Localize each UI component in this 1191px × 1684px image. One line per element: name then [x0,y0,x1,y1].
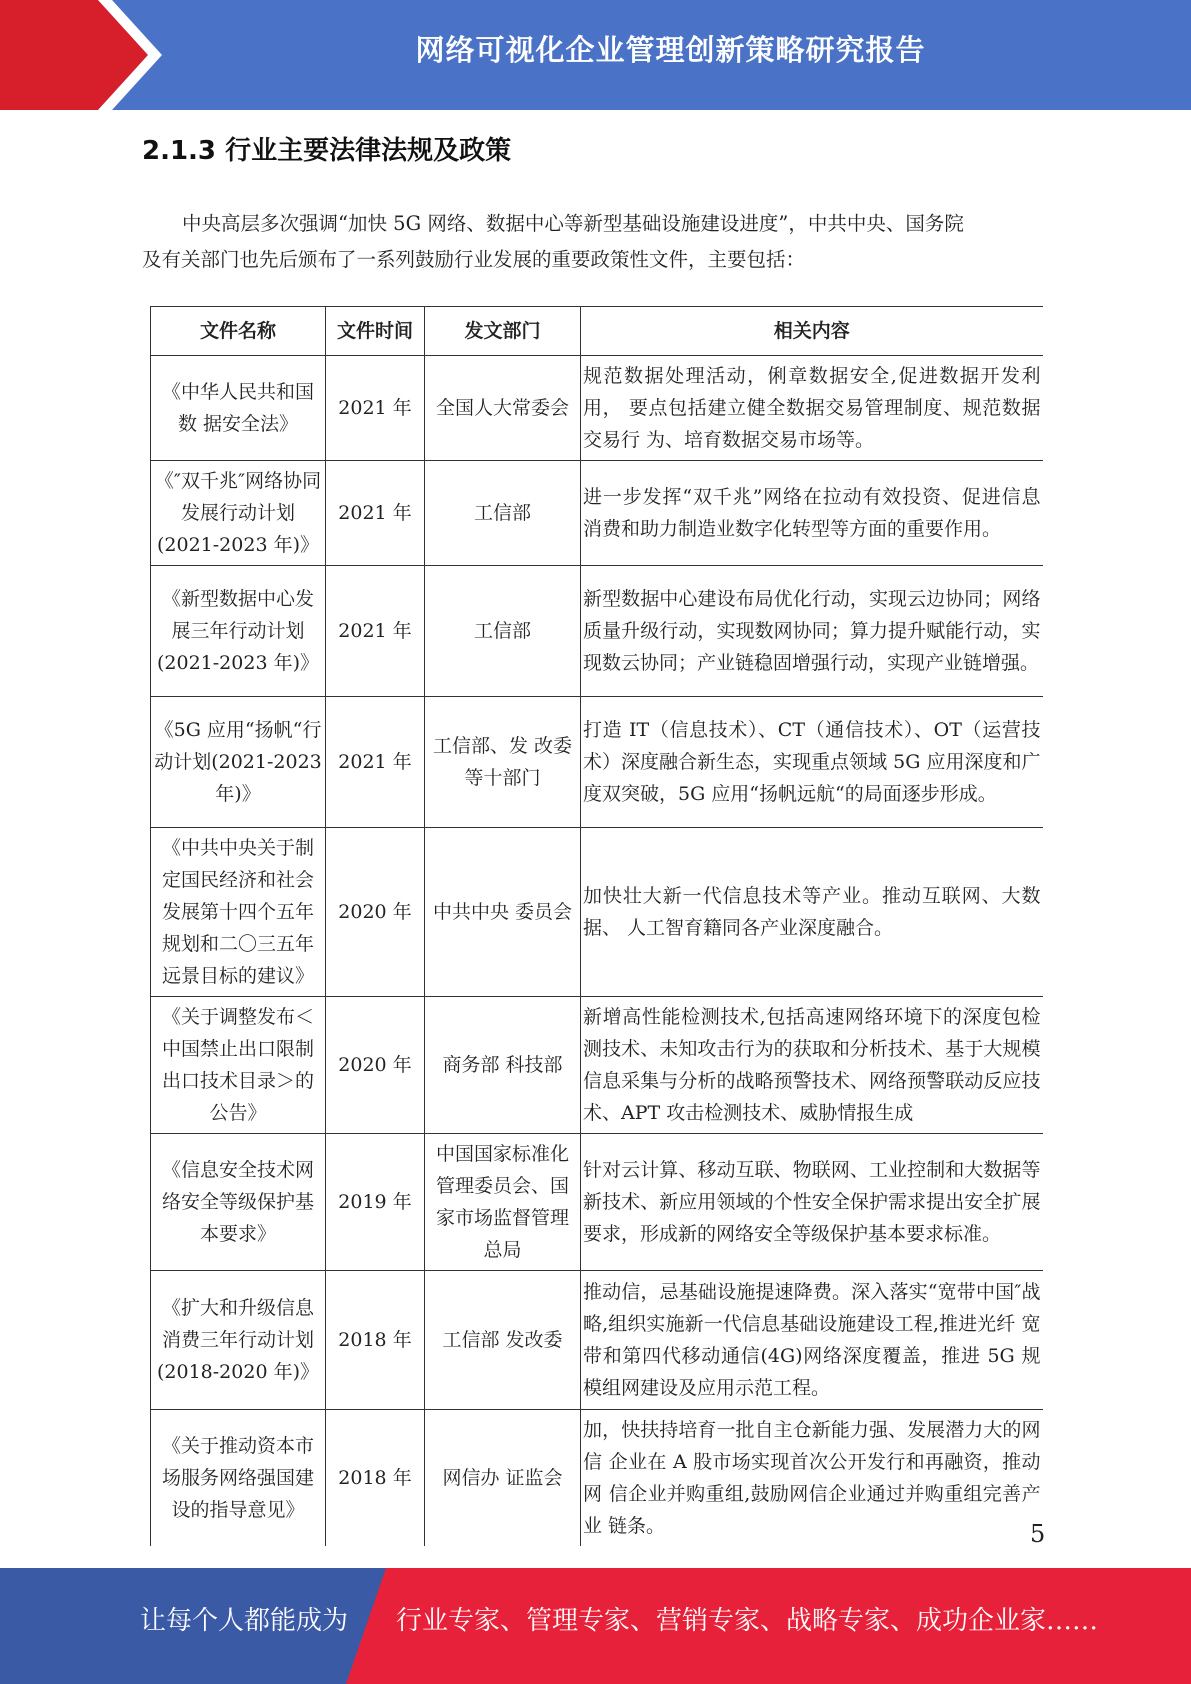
intro-paragraph [142,206,1042,278]
doc-time-cell: 2021 年 [326,356,425,461]
doc-dept-cell: 工信部 [425,461,581,566]
doc-content-cell: 进一步发挥“双千兆”网络在拉动有效投资、促进信息 消费和助力制造业数字化转型等方面的重要作用。 [581,461,1043,566]
table-row [151,828,1043,997]
doc-name-cell: 《关于调整发布＜中国禁止出口限制出口技术目录＞的公告》 [151,997,326,1134]
doc-name-cell: 《新型数据中心发展三年行动计划(2021-2023 年)》 [151,566,326,697]
doc-name-cell: 《信息安全技术网络安全等级保护基本要求》 [151,1134,326,1271]
doc-time-cell: 2018 年 [326,1410,425,1547]
doc-time-cell: 2019 年 [326,1134,425,1271]
doc-content-cell: 加，快扶持培育一批自主仓新能力强、发展潜力大的网信 企业在 A 股市场实现首次公开发行和再融资，推动网 信企业并购重组,鼓励网信企业通过并购重组完善产业 链条。 [581,1410,1043,1547]
doc-dept-cell: 工信部 发改委 [425,1271,581,1410]
page-header-banner [0,0,1191,110]
doc-name-cell: 《5G 应用“扬帆“行动计划(2021-2023 年)》 [151,697,326,828]
table-row [151,461,1043,566]
doc-time-cell: 2018 年 [326,1271,425,1410]
doc-content-cell: 新型数据中心建设布局优化行动，实现云边协同；网络 质量升级行动，实现数网协同；算力提升赋能行动，实 现数云协同；产业链稳固增强行动，实现产业链增强。 [581,566,1043,697]
doc-content-cell: 打造 IT（信息技术）、CT（通信技术）、OT（运营技术）深度融合新生态，实现重点领域 5G 应用深度和广度双突破，5G 应用“扬帆远航“的局面逐步形成。 [581,697,1043,828]
doc-name-cell: 《扩大和升级信息消费三年行动计划(2018-2020 年)》 [151,1271,326,1410]
page-number: 5 [1030,1520,1046,1548]
doc-dept-cell: 中国国家标准化管理委员会、国家市场监督管理总局 [425,1134,581,1271]
doc-content-cell: 针对云计算、移动互联、物联网、工业控制和大数据等 新技术、新应用领域的个性安全保护需求提出安全扩展 要求，形成新的网络安全等级保护基本要求标准。 [581,1134,1043,1271]
table-row [151,566,1043,697]
footer-slogan-right: 行业专家、管理专家、营销专家、战略专家、成功企业家…… [396,1606,1099,1636]
doc-dept-cell: 工信部 [425,566,581,697]
table-header-row [151,307,1043,356]
doc-name-cell: 《中共中央关于制定国民经济和社会发展第十四个五年规划和二〇三五年远景目标的建议》 [151,828,326,997]
doc-dept-cell: 全国人大常委会 [425,356,581,461]
report-title: 网络可视化企业管理创新策略研究报告 [415,33,926,67]
table-row [151,356,1043,461]
doc-name-cell: 《″双千兆″网络协同发展行动计划(2021-2023 年)》 [151,461,326,566]
doc-content-cell: 加快壮大新一代信息技术等产业。推动互联网、大数据、 人工智育籍同各产业深度融合。 [581,828,1043,997]
page-footer-banner [0,1568,1191,1684]
doc-dept-cell: 中共中央 委员会 [425,828,581,997]
column-header-content: 相关内容 [581,307,1043,356]
doc-content-cell: 推动信，忌基础设施提速降费。深入落实“宽带中国″战 略,组织实施新一代信息基础设施建设工程,推进光纤 宽带和第四代移动通信(4G)网络深度覆盖，推进 5G 规模组网建设及应用示范工程。 [581,1271,1043,1410]
table-row [151,1271,1043,1410]
doc-time-cell: 2021 年 [326,461,425,566]
doc-time-cell: 2021 年 [326,566,425,697]
table-row [151,697,1043,828]
doc-name-cell: 《中华人民共和国 数 据安全法》 [151,356,326,461]
doc-dept-cell: 网信办 证监会 [425,1410,581,1547]
table-row [151,1410,1043,1547]
doc-dept-cell: 商务部 科技部 [425,997,581,1134]
column-header-dept: 发文部门 [425,307,581,356]
doc-time-cell: 2020 年 [326,997,425,1134]
section-heading: 2.1.3 行业主要法律法规及政策 [142,136,512,166]
policy-table [150,306,1046,1548]
doc-content-cell: 规范数据处理活动，俐章数据安全,促进数据开发利用， 要点包括建立健全数据交易管理制度、规范数据交易行 为、培育数据交易市场等。 [581,356,1043,461]
column-header-time: 文件时间 [326,307,425,356]
table-row [151,997,1043,1134]
doc-name-cell: 《关于推动资本市场服务网络强国建设的指导意见》 [151,1410,326,1547]
column-header-name: 文件名称 [151,307,326,356]
table-row [151,1134,1043,1271]
doc-dept-cell: 工信部、发 改委等十部门 [425,697,581,828]
doc-time-cell: 2021 年 [326,697,425,828]
intro-line-2: 及有关部门也先后颁布了一系列鼓励行业发展的重要政策性文件，主要包括： [142,248,806,271]
doc-content-cell: 新增高性能检测技术,包括高速网络环境下的深度包检 测技术、未知攻击行为的获取和分析技术、基于大规模 信息采集与分析的战略预警技术、网络预警联动反应技 术、APT 攻击检测技术、威胁情报生成 [581,997,1043,1134]
intro-line-1: 中央高层多次强调“加快 5G 网络、数据中心等新型基础设施建设进度”，中共中央、国务院 [182,212,964,235]
footer-slogan-left: 让每个人都能成为 [140,1606,349,1636]
doc-time-cell: 2020 年 [326,828,425,997]
